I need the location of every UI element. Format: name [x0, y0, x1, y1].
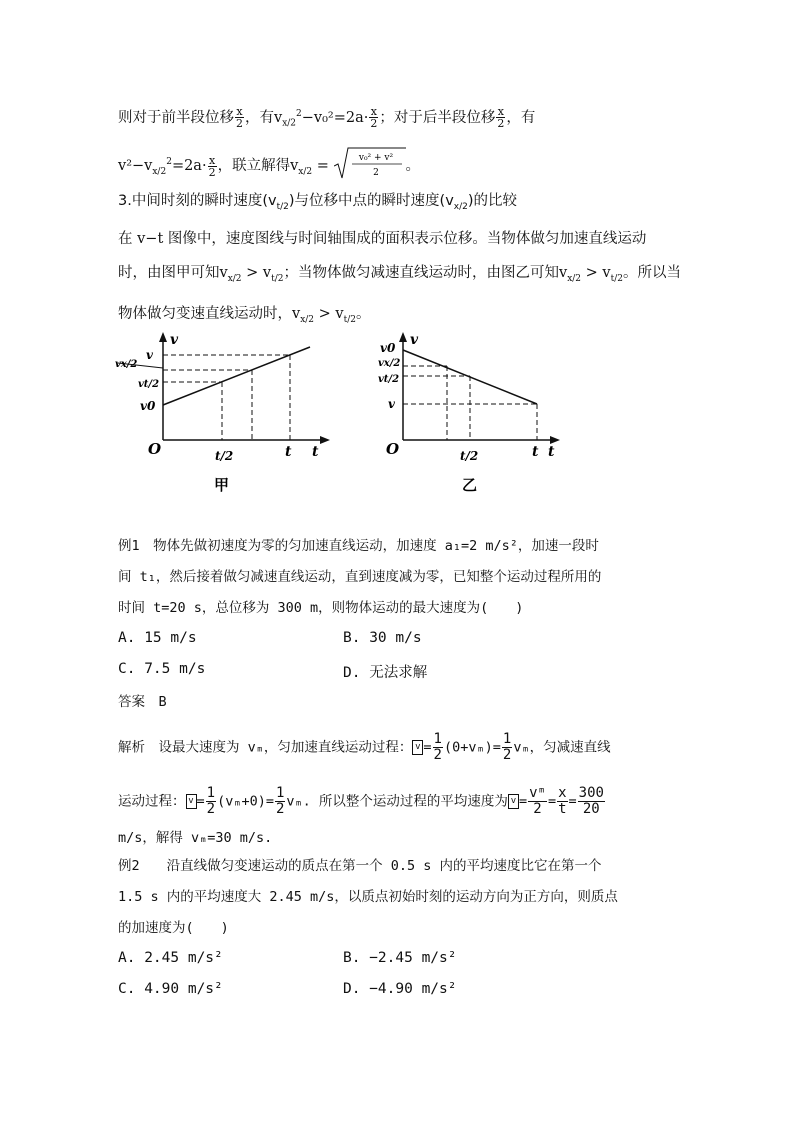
example-1-analysis-line-1: 解析 设最大速度为 vₘ，匀加速直线运动过程： v = $\frac{1}{2}$ (0+vₘ)= $\frac{1}{2}$ vₘ，匀减速直线	[118, 731, 611, 763]
derivation-line-1: 则对于前半段位移 $\frac{x}{2}$ ，有$v_{x/2}^2-v_0^2=2a\cdot$ $\frac{x}{2}$ ；对于后半段位移 $\frac{x}{2}$ ，有	[118, 105, 536, 131]
section-3-title: 3.中间时刻的瞬时速度$(v_{t/2})$与位移中点的瞬时速度$(v_{x/2})$的比较	[118, 193, 518, 212]
jia-label-vt2: vt/2	[138, 379, 160, 390]
yi-label-v: v	[388, 397, 395, 411]
example-1-option-b: B. 30 m/s	[343, 630, 422, 646]
yi-label-v0: v0	[380, 341, 396, 355]
vbar-box-icon: v	[508, 794, 519, 809]
jia-velocity-line	[163, 347, 310, 405]
example-1-option-d: D. 无法求解	[343, 665, 428, 681]
example-1-line-2: 间 t₁，然后接着做匀减速直线运动，直到速度减为零，已知整个运动过程所用的	[118, 569, 602, 585]
yi-label-vt2: vt/2	[378, 374, 400, 385]
sqrt-numerator: v₀² + v²	[358, 153, 393, 163]
section-3-paragraph-3: 物体做匀变速直线运动时，$v_{x/2} > v_{t/2}$。	[118, 306, 371, 325]
figure-jia	[110, 330, 340, 495]
example-1-option-a: A. 15 m/s	[118, 630, 197, 646]
example-1-answer: 答案 B	[118, 694, 167, 710]
section-3-paragraph-2: 时，由图甲可知$v_{x/2} > v_{t/2}$；当物体做匀减速直线运动时，由图乙可知$v_{x/2} > v_{t/2}$。所以当	[118, 265, 681, 284]
example-1-line-1: 例1 物体先做初速度为零的匀加速直线运动，加速度 a₁=2 m/s²，加速一段时	[118, 538, 599, 554]
jia-axis-label-v: v	[170, 332, 179, 348]
example-1-option-c: C. 7.5 m/s	[118, 661, 206, 677]
yi-axis-label-t: t	[548, 444, 555, 460]
yi-t-end: t	[532, 444, 539, 460]
section-3-paragraph-1: 在 v−t 图像中，速度图线与时间轴围成的面积表示位移。当物体做匀加速直线运动	[118, 231, 647, 247]
figure-yi	[350, 330, 580, 495]
example-2-option-c: C. 4.90 m/s²	[118, 981, 223, 997]
sqrt-expression	[334, 146, 406, 186]
fraction-x-over-2: $\frac{x}{2}$	[236, 105, 243, 131]
example-2-option-b: B. −2.45 m/s²	[343, 950, 457, 966]
jia-axis-label-t: t	[312, 444, 319, 460]
jia-label-v0: v0	[140, 399, 156, 413]
yi-label-vx2: vx/2	[378, 358, 401, 369]
vbar-box-icon: v	[186, 794, 197, 809]
example-2-line-1: 例2 沿直线做匀变速运动的质点在第一个 0.5 s 内的平均速度比它在第一个	[118, 858, 602, 874]
yi-caption: 乙	[462, 476, 478, 494]
example-1-line-3: 时间 t=20 s，总位移为 300 m，则物体运动的最大速度为( )	[118, 600, 524, 616]
jia-t-end: t	[285, 444, 292, 460]
yi-origin: O	[386, 440, 400, 458]
jia-caption: 甲	[214, 476, 230, 494]
yi-t-half: t/2	[460, 449, 479, 463]
jia-t-half: t/2	[215, 449, 234, 463]
example-1-analysis-line-3: m/s，解得 vₘ=30 m/s.	[118, 830, 273, 846]
jia-origin: O	[148, 440, 162, 458]
example-2-line-2: 1.5 s 内的平均速度大 2.45 m/s，以质点初始时刻的运动方向为正方向，则质点	[118, 889, 618, 905]
example-2-option-a: A. 2.45 m/s²	[118, 950, 223, 966]
example-2-line-3: 的加速度为( )	[118, 920, 229, 936]
derivation-line-2: $v^2-v_{x/2}^2=2a\cdot$ $\frac{x}{2}$ ，联立解得$v_{x/2}$ = v₀² + v² 2 。	[118, 146, 420, 186]
jia-label-vx2: vx/2	[115, 359, 138, 370]
vbar-box-icon: v	[412, 740, 423, 755]
example-2-option-d: D. −4.90 m/s²	[343, 981, 457, 997]
yi-axis-label-v: v	[410, 332, 419, 348]
sqrt-denominator: 2	[372, 168, 379, 178]
example-1-analysis-line-2: 运动过程： v = $\frac{1}{2}$ (vₘ+0)= $\frac{1}{2}$ vₘ. 所以整个运动过程的平均速度为 v = $\frac{\text{vᵐ}}{2}$ = $\frac{x}{t}$ = $\frac{300}{20}$	[118, 785, 604, 817]
jia-label-v: v	[146, 348, 153, 362]
